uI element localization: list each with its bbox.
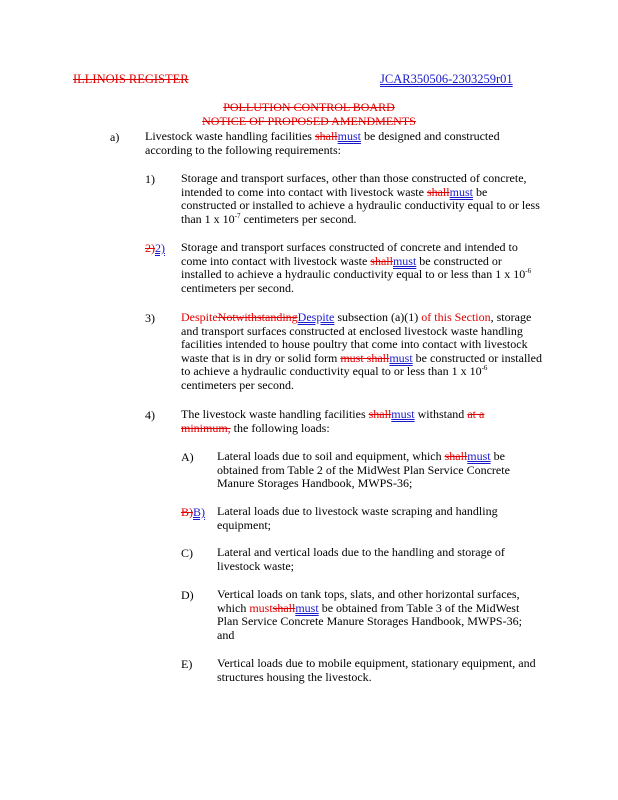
text: be designed and constructed xyxy=(360,129,500,143)
inserted-text: must xyxy=(467,449,491,463)
deleted-text: shall xyxy=(314,129,338,143)
paragraph-2 xyxy=(181,241,531,295)
paragraph-1 xyxy=(181,172,540,226)
inserted-text: must xyxy=(449,184,473,199)
text: come into contact with livestock waste xyxy=(181,253,371,268)
text-line: according to the following requirements: xyxy=(145,142,341,157)
label-D: D) xyxy=(181,588,194,602)
text: subsection (a)(1) xyxy=(334,310,419,324)
text-line: Vertical loads on tank tops, slats, and other horizontal surfaces, xyxy=(217,587,520,601)
exponent: -6 xyxy=(481,364,488,373)
exponent: -6 xyxy=(525,267,532,276)
text-line: Storage and transport surfaces constructed of concrete and intended to xyxy=(181,240,518,254)
text: installed to achieve a hydraulic conductivity equal to or less than 1 x 10 xyxy=(181,267,526,282)
text-line: Vertical loads due to mobile equipment, stationary equipment, and xyxy=(217,656,536,670)
deleted-text: must shall xyxy=(340,350,390,365)
jcar-header xyxy=(380,72,513,87)
paragraph-C xyxy=(217,546,505,573)
paragraph-E xyxy=(217,657,536,684)
label-3: 3) xyxy=(145,311,155,325)
paragraph-D xyxy=(217,588,522,642)
text: intended to come into contact with livestock waste xyxy=(181,184,427,199)
deleted-text: shall xyxy=(426,184,450,199)
inserted-text: must xyxy=(389,350,413,365)
inserted-text: must xyxy=(391,407,415,421)
text-line: Lateral loads due to livestock waste scraping and handling xyxy=(217,504,498,518)
text: centimeters per second. xyxy=(240,211,357,226)
deleted-text: minimum, xyxy=(181,420,231,435)
text-line: structures housing the livestock. xyxy=(217,669,372,684)
text: Livestock waste handling facilities xyxy=(145,129,315,143)
label-1: 1) xyxy=(145,172,155,186)
paragraph-A xyxy=(217,450,510,491)
register-header: ILLINOIS REGISTER xyxy=(73,72,189,86)
text-line: constructed or installed to achieve a hydraulic conductivity equal to or less xyxy=(181,198,540,213)
paragraph-4 xyxy=(181,408,484,435)
text-line: centimeters per second. xyxy=(181,377,294,392)
text: be constructed or xyxy=(416,253,502,268)
text-line: equipment; xyxy=(217,517,271,532)
deleted-text: at a xyxy=(467,407,485,421)
text: be constructed or installed xyxy=(412,350,542,365)
text: to achieve a hydraulic conductivity equal to or less than 1 x 10 xyxy=(181,364,482,379)
label-A: A) xyxy=(181,450,194,464)
jcar-number: JCAR350506-2303259 xyxy=(380,72,496,86)
text-line: obtained from Table 2 of the MidWest Plan Service Concrete xyxy=(217,462,510,477)
paragraph-B xyxy=(217,505,498,532)
red-text: Despite xyxy=(181,310,218,324)
deleted-label: B) xyxy=(181,505,193,519)
text: the following loads: xyxy=(230,420,330,435)
text: than 1 x 10 xyxy=(181,211,235,226)
text-line: livestock waste; xyxy=(217,558,294,573)
text: which xyxy=(217,600,250,615)
agency-title: POLLUTION CONTROL BOARD xyxy=(223,100,395,114)
deleted-text: Notwithstanding xyxy=(217,310,298,324)
text-line: and transport surfaces constructed at enclosed livestock waste handling xyxy=(181,323,523,338)
deleted-text: shall xyxy=(368,407,392,421)
label-E: E) xyxy=(181,657,193,671)
inserted-label: 2) xyxy=(155,241,165,255)
label-C: C) xyxy=(181,546,193,560)
inserted-label: B) xyxy=(193,505,205,519)
label-4: 4) xyxy=(145,408,155,422)
text: The livestock waste handling facilities xyxy=(181,407,369,421)
text-line: Lateral and vertical loads due to the handling and storage of xyxy=(217,545,505,559)
text: Lateral loads due to soil and equipment, which xyxy=(217,449,445,463)
inserted-text: must xyxy=(295,600,319,615)
jcar-revision: r01 xyxy=(495,72,513,86)
inserted-text: must xyxy=(337,129,361,143)
inserted-text: Despite xyxy=(297,310,335,324)
text: waste that is in dry or solid form xyxy=(181,350,341,365)
text-line: facilities intended to house poultry that come into contact with livestock xyxy=(181,337,528,352)
label-2 xyxy=(145,241,165,256)
text: be xyxy=(490,449,505,463)
text: withstand xyxy=(414,407,468,421)
label-a: a) xyxy=(110,130,120,144)
label-B xyxy=(181,505,205,520)
exponent: -7 xyxy=(234,211,241,220)
deleted-text: shall xyxy=(444,449,468,463)
text-line: Plan Service Concrete Manure Storages Handbook, MWPS-36; xyxy=(217,614,522,629)
paragraph-3 xyxy=(181,311,542,393)
text-line: and xyxy=(217,627,235,642)
text-line: Manure Storages Handbook, MWPS-36; xyxy=(217,476,413,491)
text: be xyxy=(472,184,488,199)
red-text: must xyxy=(249,600,273,615)
text: , storage xyxy=(490,310,532,324)
text-line: centimeters per second. xyxy=(181,280,294,295)
deleted-text: shall xyxy=(370,253,393,268)
deleted-label: 2) xyxy=(145,241,155,255)
deleted-text: shall xyxy=(272,600,296,615)
inserted-text: must xyxy=(392,253,417,268)
red-text: of this Section xyxy=(418,310,491,324)
text: be obtained from Table 3 of the MidWest xyxy=(318,600,520,615)
paragraph-a xyxy=(145,130,500,157)
text-line: Storage and transport surfaces, other than those constructed of concrete, xyxy=(181,171,527,185)
notice-title: NOTICE OF PROPOSED AMENDMENTS xyxy=(202,114,416,128)
